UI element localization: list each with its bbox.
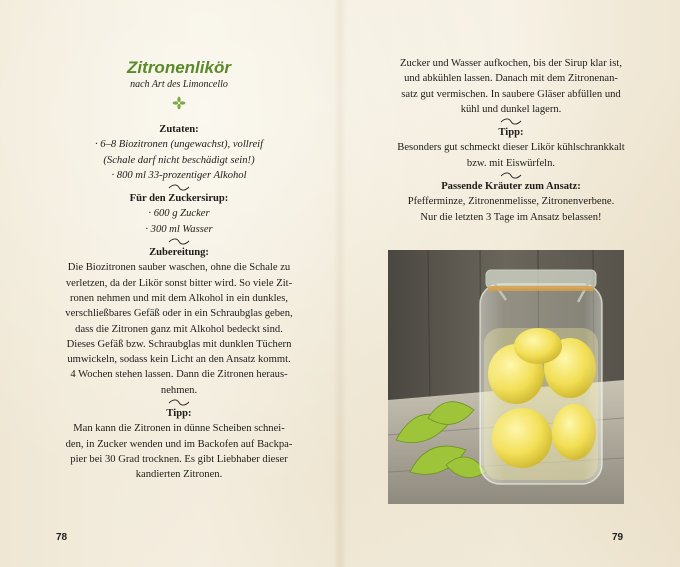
- intro-line: satz gut vermischen. In saubere Gläser abfüllen und: [401, 88, 621, 100]
- tip-line: Man kann die Zitronen in dünne Scheiben schnei-: [73, 423, 285, 435]
- ingredient-line: (Schale darf nicht beschädigt sein!): [103, 154, 255, 166]
- preparation-line: Dieses Gefäß bzw. Schraubglas mit dunklen Tüchern: [66, 338, 292, 350]
- left-column: [56, 58, 302, 483]
- tip-line: kandierten Zitronen.: [135, 469, 223, 481]
- preparation-heading: Zubereitung:: [149, 247, 209, 259]
- recipe-subtitle: nach Art des Limoncello: [130, 79, 228, 90]
- intro-line: kühl und dunkel lagern.: [460, 103, 562, 115]
- tilde-divider-icon: [168, 238, 190, 245]
- preparation-line: Die Biozitronen sauber waschen, ohne die Schale zu: [67, 262, 291, 274]
- tilde-divider-icon: [500, 118, 522, 125]
- syrup-line: · 600 g Zucker: [148, 208, 210, 220]
- tip-line: den, in Zucker wenden und im Backofen auf Backpa-: [65, 438, 293, 450]
- herbs-heading: Passende Kräuter zum Ansatz:: [441, 181, 581, 193]
- syrup-line: · 300 ml Wasser: [145, 223, 213, 235]
- syrup-heading: Für den Zuckersirup:: [129, 193, 229, 205]
- intro-line: und abkühlen lassen. Danach mit dem Zitronenan-: [404, 73, 618, 85]
- preparation-line: nehmen.: [160, 384, 198, 396]
- herbs-line: Nur die letzten 3 Tage im Ansatz belassen!: [420, 211, 602, 223]
- tilde-divider-icon: [168, 184, 190, 191]
- page-number-left: 78: [56, 532, 68, 543]
- tip-line: bzw. mit Eiswürfeln.: [466, 157, 556, 169]
- preparation-line: dass die Zitronen ganz mit Alkohol bedeckt sind.: [75, 323, 283, 335]
- ingredient-line: · 800 ml 33-prozentiger Alkohol: [111, 169, 247, 181]
- preparation-line: ronen nehmen und mit dem Alkohol in ein dunkles,: [69, 292, 289, 304]
- lemon-jar-illustration: [388, 250, 624, 504]
- page-number-right: 79: [612, 532, 624, 543]
- preparation-line: umwickeln, sodass kein Licht an den Ansatz kommt.: [67, 354, 291, 366]
- right-column: [376, 56, 646, 225]
- preparation-line: 4 Wochen stehen lassen. Dann die Zitronen heraus-: [70, 369, 288, 381]
- preparation-line: verschließbares Gefäß oder in ein Schraubglas geben,: [65, 308, 293, 320]
- tip-line: Besonders gut schmeckt dieser Likör kühlschrankkalt: [397, 142, 625, 154]
- recipe-title: Zitronenlikör: [127, 58, 231, 77]
- ingredient-line: · 6–8 Biozitronen (ungewachst), vollreif: [94, 139, 264, 151]
- preparation-line: verletzen, da der Likör sonst bitter wird. So viele Zit-: [65, 277, 293, 289]
- tilde-divider-icon: [500, 172, 522, 179]
- ingredients-heading: Zutaten:: [159, 124, 199, 135]
- lemon-jar-photo: [388, 250, 624, 504]
- tip-line: pier bei 30 Grad trocknen. Es gibt Liebhaber dieser: [70, 453, 288, 465]
- intro-line: Zucker und Wasser aufkochen, bis der Sirup klar ist,: [400, 58, 622, 69]
- tip-heading: Tipp:: [498, 127, 524, 139]
- tilde-divider-icon: [168, 399, 190, 406]
- herbs-line: Pfefferminze, Zitronenmelisse, Zitronenverbene.: [407, 196, 615, 208]
- tip-heading: Tipp:: [166, 408, 192, 420]
- leaf-ornament-icon: [172, 96, 186, 110]
- right-page: [340, 0, 680, 567]
